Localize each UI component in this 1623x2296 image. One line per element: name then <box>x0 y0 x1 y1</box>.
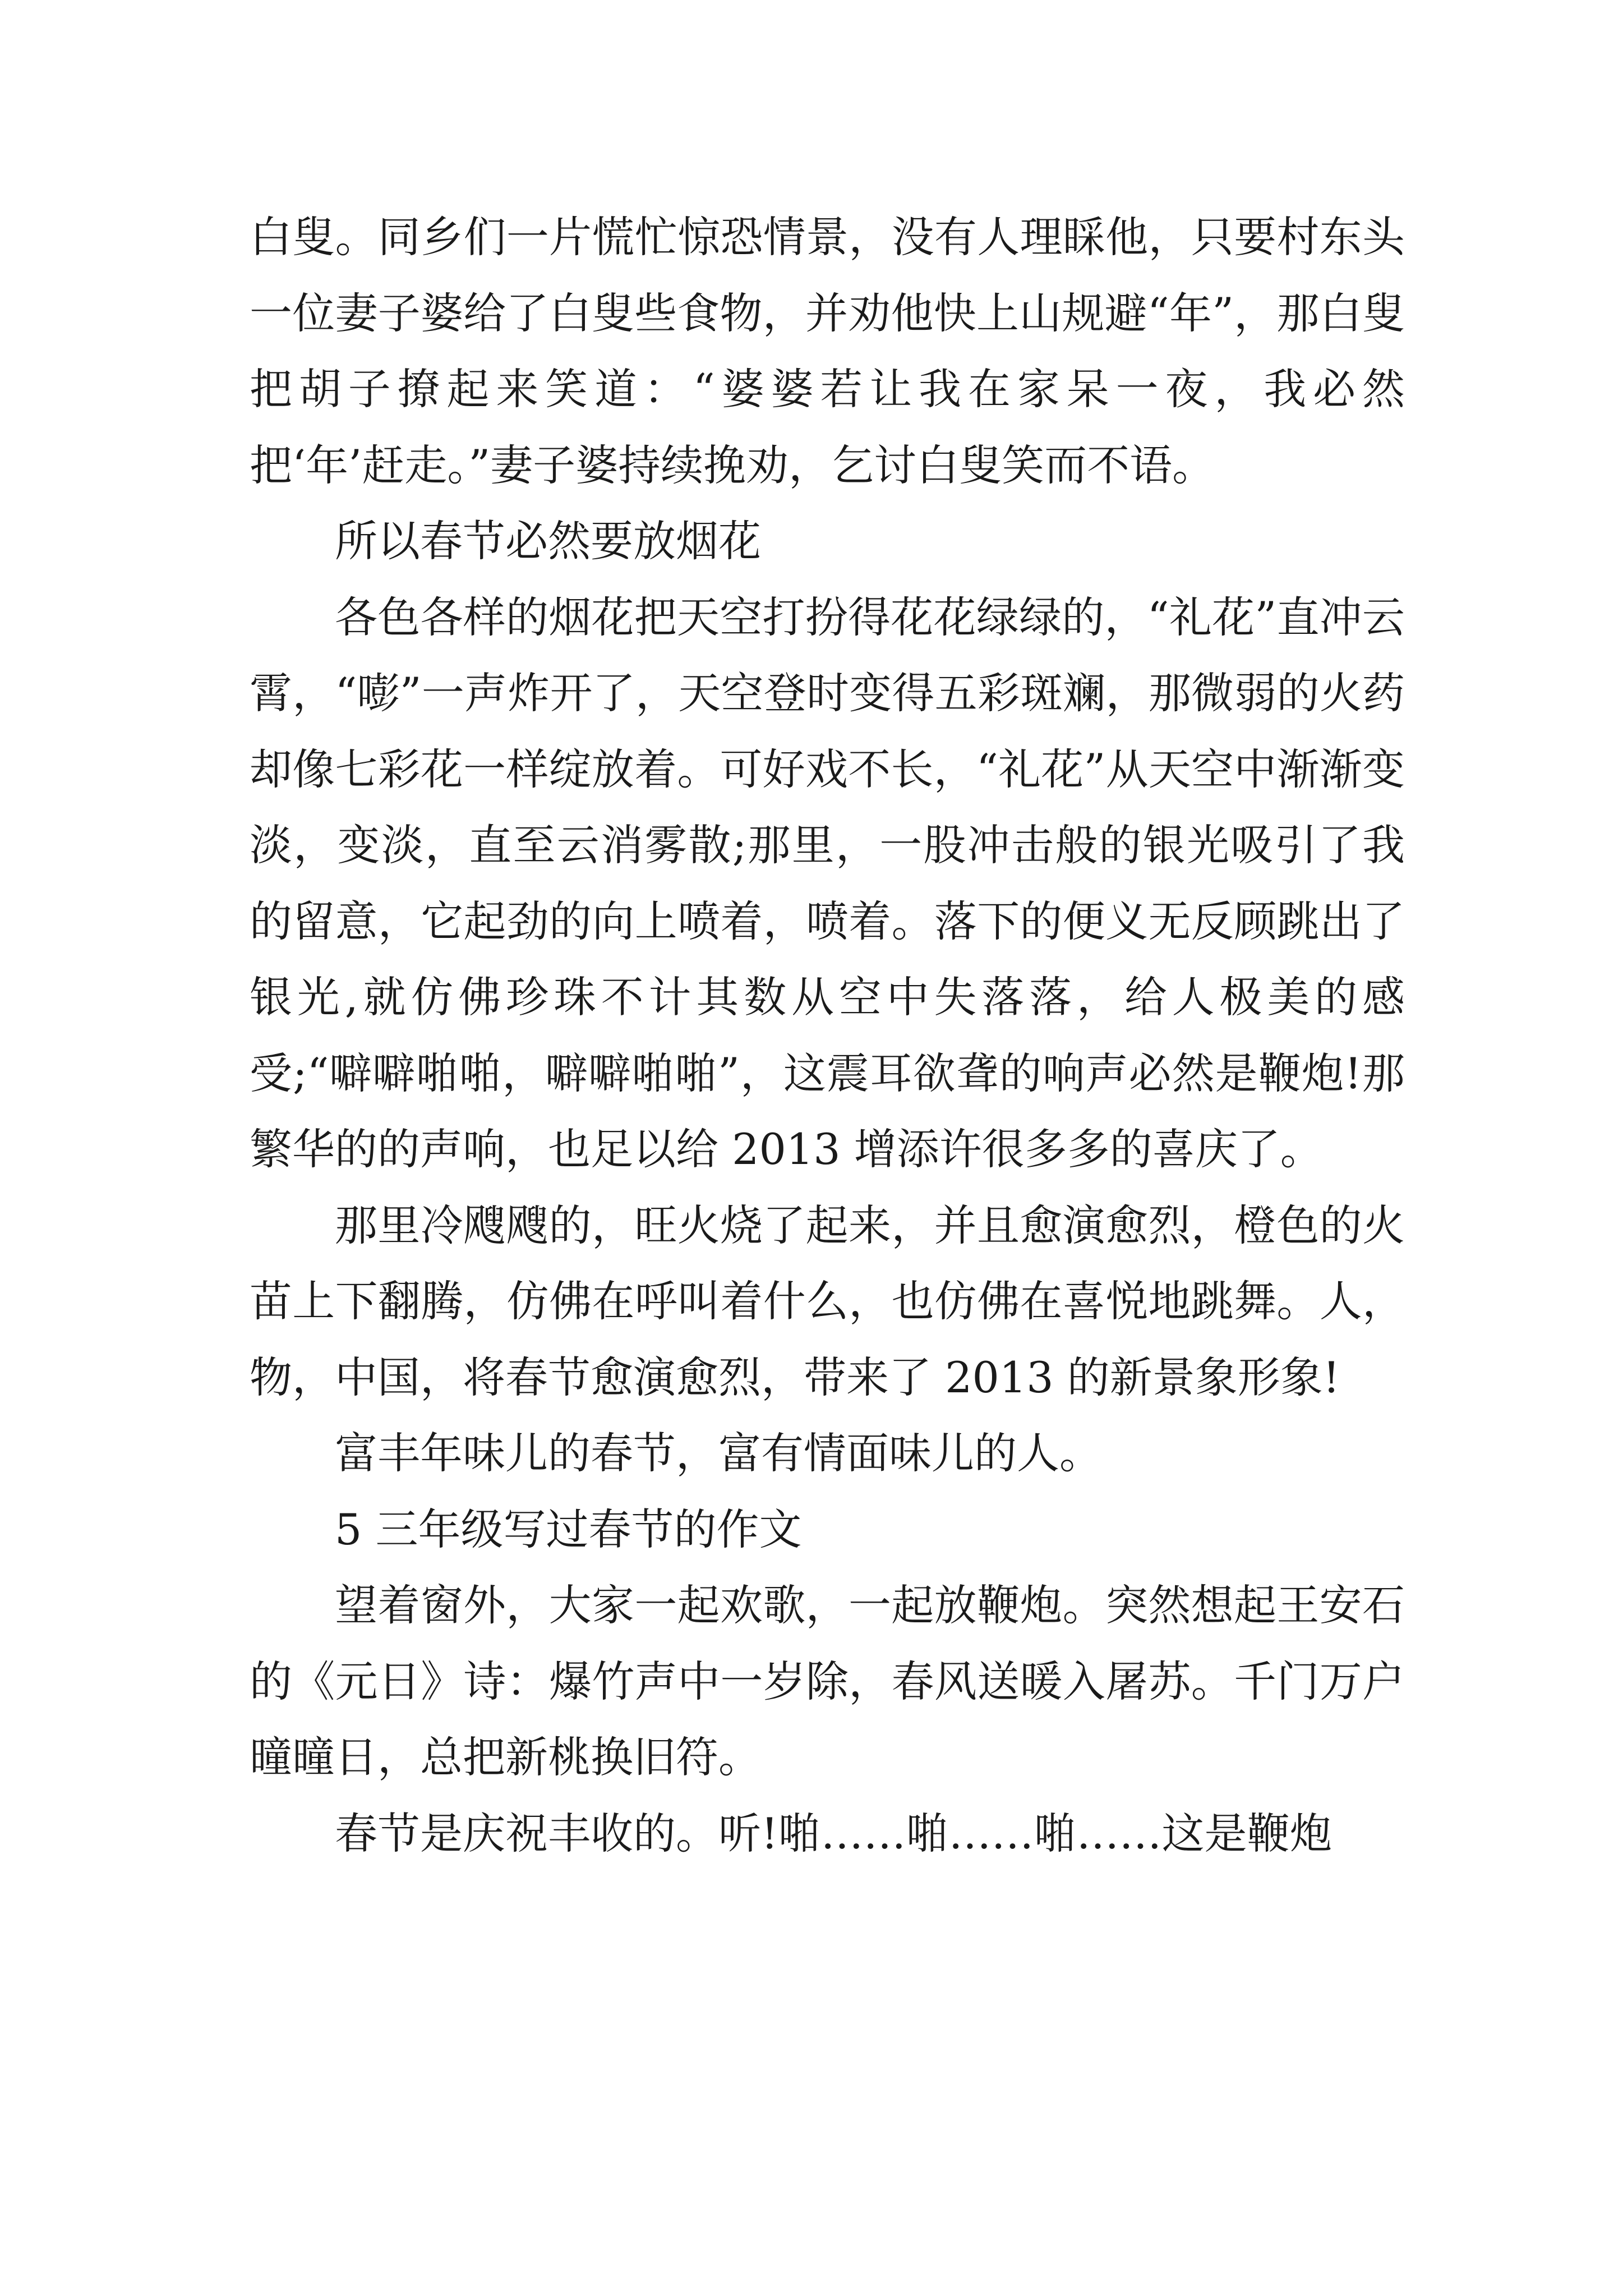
paragraph-2: 所以春节必然要放烟花 <box>335 516 761 566</box>
paragraph-8: 春节是庆祝丰收的。听!啪……啪……啪……这是鞭炮 <box>335 1808 1332 1858</box>
body-text <box>250 199 1405 1871</box>
paragraph-4: 那里冷飕飕的，旺火烧了起来，并且愈演愈烈，橙色的火苗上下翻腾，仿佛在呼叫着什么，也仿佛在喜悦地跳舞。人，物，中国，将春节愈演愈烈，带来了 2013 的新景象形象! <box>250 1200 1405 1402</box>
paragraph-3: 各色各样的烟花把天空打扮得花花绿绿的，“礼花”直冲云霄，“嘭”一声炸开了，天空登时变得五彩斑斓，那微弱的火药却像七彩花一样绽放着。可好戏不长，“礼花”从天空中渐渐变淡，变淡，直至云消雾散;那里，一股冲击般的银光吸引了我的留意，它起劲的向上喷着，喷着。落下的便义无反顾跳出了银光,就仿佛珍珠不计其数从空中失落落，给人极美的感受;“噼噼啪啪，噼噼啪啪”，这震耳欲聋的响声必然是鞭炮!那繁华的的声响，也足以给 2013 增添许很多多的喜庆了。 <box>250 592 1405 1174</box>
paragraph-7: 望着窗外，大家一起欢歌，一起放鞭炮。突然想起王安石的《元日》诗：爆竹声中一岁除，春风送暖入屠苏。千门万户曈曈日，总把新桃换旧符。 <box>250 1580 1405 1782</box>
paragraph-6: 5 三年级写过春节的作文 <box>335 1504 802 1554</box>
paragraph-1: 白叟。同乡们一片慌忙惊恐情景，没有人理睬他，只要村东头一位妻子婆给了白叟些食物，并劝他快上山规避“年”，那白叟把胡子撩起来笑道：“婆婆若让我在家呆一夜，我必然把‘年’赶走。”妻子婆持续挽劝，乞讨白叟笑而不语。 <box>250 212 1405 490</box>
paragraph-5: 富丰年味儿的春节，富有情面味儿的人。 <box>335 1428 1102 1478</box>
